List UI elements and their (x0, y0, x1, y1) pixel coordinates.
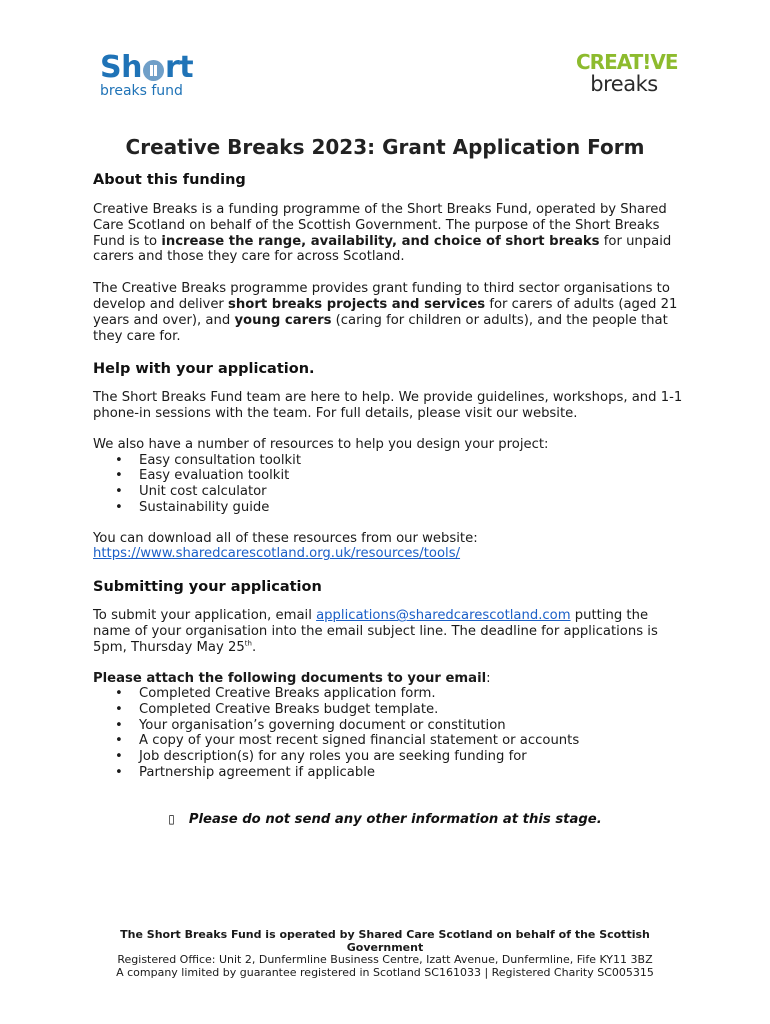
list-item: • A copy of your most recent signed financial statement or accounts (93, 733, 683, 749)
about-paragraph-2: The Creative Breaks programme provides grant funding to third sector organisations to develop and deliver short breaks projects and services for carers of adults (aged 21 years and over), and young carers (caring for children or adults), and the people that they care for. (93, 281, 678, 344)
help-paragraph-2: We also have a number of resources to help you design your project: (93, 436, 549, 452)
help-paragraph-3: You can download all of these resources from our website: (93, 530, 478, 546)
about-paragraph-1: Creative Breaks is a funding programme of the Short Breaks Fund, operated by Shared Care Scotland on behalf of the Scottish Government. The purpose of the Short Breaks Fund is to increase the range, availability, and choice of short breaks for unpaid carers and those they care for across Scotland. (93, 202, 672, 265)
submit-paragraph: To submit your application, email applications@sharedcarescotland.com putting the name of your organisation into the email subject line. The deadline for applications is 5pm, Thursday May 25th. (93, 608, 658, 655)
about-heading: About this funding (93, 172, 246, 188)
logo-wordmark (100, 52, 210, 84)
logo-subtitle: breaks fund (100, 83, 183, 99)
resources-link-line (93, 546, 683, 562)
logo-breaks: breaks (590, 72, 658, 96)
logo-word1: Sh (100, 50, 142, 85)
documents-list (93, 686, 683, 780)
list-item: • Sustainability guide (93, 500, 683, 516)
list-item: • Easy evaluation toolkit (93, 468, 683, 484)
main-content (93, 170, 683, 781)
footer-line-3: A company limited by guarantee registered in Scotland SC161033 | Registered Charity SC005315 (116, 965, 654, 979)
email-link[interactable]: applications@sharedcarescotland.com (316, 608, 571, 624)
note-text: Please do not send any other information at this stage. (188, 812, 602, 827)
help-heading: Help with your application. (93, 361, 315, 378)
page-title: Creative Breaks 2023: Grant Application Form (125, 135, 645, 159)
list-item: • Completed Creative Breaks budget template. (93, 702, 683, 718)
important-note (0, 810, 770, 829)
list-item: • Your organisation’s governing document or constitution (93, 718, 683, 734)
submit-heading: Submitting your application (93, 579, 322, 596)
footer-line-2: Registered Office: Unit 2, Dunfermline Business Centre, Izatt Avenue, Dunfermline, Fife KY11 3BZ (117, 953, 653, 966)
list-item: • Easy consultation toolkit (93, 453, 683, 469)
resources-link[interactable]: https://www.sharedcarescotland.org.uk/resources/tools/ (93, 546, 461, 562)
warning-icon: ▯ (168, 812, 175, 826)
pause-icon (143, 60, 164, 81)
creative-breaks-logo (576, 50, 678, 98)
footer-line-1: The Short Breaks Fund is operated by Shared Care Scotland on behalf of the Scottish Government (120, 928, 650, 954)
logo-creative: CREAT!VE (576, 50, 678, 74)
list-item: • Job description(s) for any roles you are seeking funding for (93, 749, 683, 765)
resources-list (93, 453, 683, 516)
short-breaks-fund-logo (100, 52, 210, 102)
list-item: • Completed Creative Breaks application form. (93, 686, 683, 702)
help-paragraph-1: The Short Breaks Fund team are here to help. We provide guidelines, workshops, and 1-1 phone-in sessions with the team. For full details, please visit our website. (93, 390, 683, 422)
list-item: • Partnership agreement if applicable (93, 765, 683, 781)
attach-heading: Please attach the following documents to your email: (93, 670, 491, 686)
footer (90, 929, 680, 979)
list-item: • Unit cost calculator (93, 484, 683, 500)
logo-word2: rt (164, 50, 194, 85)
